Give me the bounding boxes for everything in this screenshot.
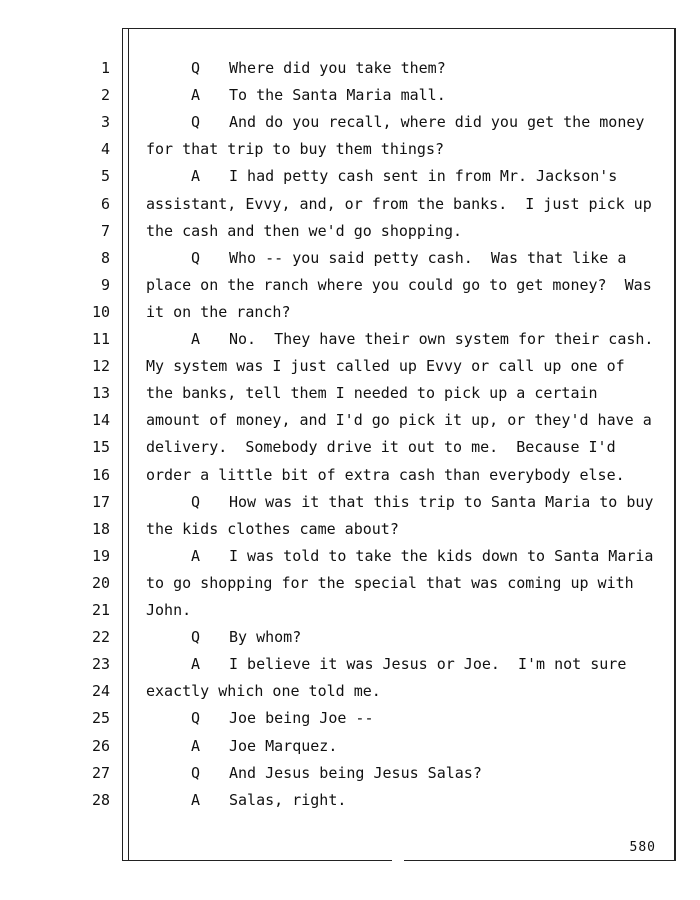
question-marker: Q: [191, 59, 201, 77]
transcript-line-text: the cash and then we'd go shopping.: [146, 222, 463, 240]
question-marker: Q: [191, 113, 201, 131]
transcript-line-text: the kids clothes came about?: [146, 520, 399, 538]
margin-rule: [128, 28, 129, 861]
answer-marker: A: [191, 791, 201, 809]
transcript-line-text: My system was I just called up Evvy or call up one of: [146, 357, 625, 375]
line-number: 25: [91, 709, 110, 727]
transcript-line-text: exactly which one told me.: [146, 682, 381, 700]
transcript-line-text: How was it that this trip to Santa Maria to buy: [229, 493, 654, 511]
answer-marker: A: [191, 737, 201, 755]
transcript-line-text: to go shopping for the special that was coming up with: [146, 574, 634, 592]
line-number: 21: [91, 601, 110, 619]
line-number: 26: [91, 737, 110, 755]
transcript-line-text: And do you recall, where did you get the money: [229, 113, 645, 131]
line-number: 4: [100, 140, 110, 158]
transcript-line-text: And Jesus being Jesus Salas?: [229, 764, 482, 782]
line-number: 22: [91, 628, 110, 646]
line-number: 7: [100, 222, 110, 240]
line-number: 28: [91, 791, 110, 809]
line-number: 23: [91, 655, 110, 673]
transcript-line-text: To the Santa Maria mall.: [229, 86, 446, 104]
answer-marker: A: [191, 655, 201, 673]
question-marker: Q: [191, 764, 201, 782]
answer-marker: A: [191, 330, 201, 348]
transcript-line-text: delivery. Somebody drive it out to me. Because I'd: [146, 438, 616, 456]
line-number: 3: [100, 113, 110, 131]
line-number: 2: [100, 86, 110, 104]
line-number: 9: [100, 276, 110, 294]
question-marker: Q: [191, 493, 201, 511]
frame-gap: [392, 858, 404, 864]
transcript-line-text: Joe Marquez.: [229, 737, 338, 755]
transcript-line-text: assistant, Evvy, and, or from the banks. I just pick up: [146, 195, 652, 213]
transcript-line-text: for that trip to buy them things?: [146, 140, 445, 158]
line-number: 6: [100, 195, 110, 213]
page-number: 580: [629, 840, 656, 855]
line-number: 24: [91, 682, 110, 700]
transcript-line-text: John.: [146, 601, 192, 619]
transcript-line-text: Who -- you said petty cash. Was that like a: [229, 249, 627, 267]
transcript-line-text: the banks, tell them I needed to pick up a certain: [146, 384, 598, 402]
transcript-line-text: I was told to take the kids down to Santa Maria: [229, 547, 654, 565]
answer-marker: A: [191, 547, 201, 565]
line-number: 12: [91, 357, 110, 375]
line-number: 20: [91, 574, 110, 592]
question-marker: Q: [191, 249, 201, 267]
line-number: 17: [91, 493, 110, 511]
transcript-line-text: No. They have their own system for their cash.: [229, 330, 654, 348]
transcript-line-text: Where did you take them?: [229, 59, 446, 77]
answer-marker: A: [191, 86, 201, 104]
line-number: 18: [91, 520, 110, 538]
question-marker: Q: [191, 628, 201, 646]
transcript-line-text: place on the ranch where you could go to get money? Was: [146, 276, 652, 294]
transcript-line-text: amount of money, and I'd go pick it up, or they'd have a: [146, 411, 652, 429]
line-number: 1: [100, 59, 110, 77]
line-number: 19: [91, 547, 110, 565]
line-number: 27: [91, 764, 110, 782]
line-number: 11: [91, 330, 110, 348]
answer-marker: A: [191, 167, 201, 185]
line-number: 5: [100, 167, 110, 185]
line-number: 16: [91, 466, 110, 484]
line-number: 14: [91, 411, 110, 429]
question-marker: Q: [191, 709, 201, 727]
transcript-line-text: order a little bit of extra cash than everybody else.: [146, 466, 625, 484]
line-number: 8: [100, 249, 110, 267]
transcript-line-text: it on the ranch?: [146, 303, 291, 321]
line-number: 10: [91, 303, 110, 321]
line-number: 13: [91, 384, 110, 402]
line-number: 15: [91, 438, 110, 456]
transcript-line-text: Joe being Joe --: [229, 709, 374, 727]
transcript-line-text: Salas, right.: [229, 791, 347, 809]
transcript-line-text: I believe it was Jesus or Joe. I'm not sure: [229, 655, 627, 673]
transcript-line-text: By whom?: [229, 628, 302, 646]
transcript-line-text: I had petty cash sent in from Mr. Jackson's: [229, 167, 618, 185]
